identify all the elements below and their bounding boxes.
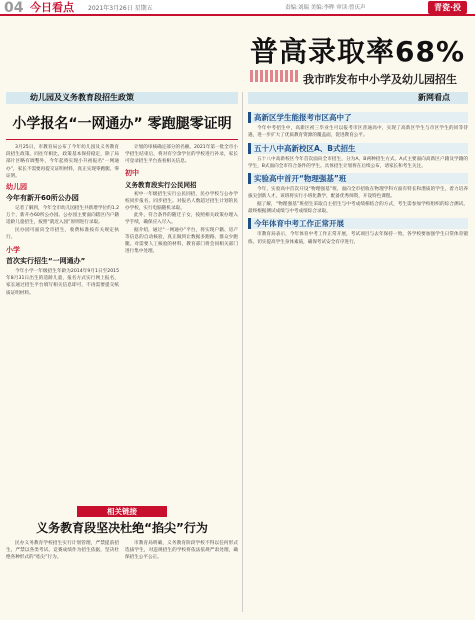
subhead-junior-high: 初中 [125, 168, 139, 177]
paragraph: 今年，实验高中首次开设“物理强基”班，面向全市招收在物理学科方面有特长和潜质的学生，着力培养拔尖创新人才。该班将实行小班化教学，配备优秀师资，开设特色课程。 [248, 187, 468, 200]
subhead-kindergarten: 幼儿园 [6, 183, 27, 192]
news-heading-pe-exam: 今年体育中考工作正常开展 [248, 218, 468, 229]
paragraph: 据介绍，通过“一网通办”平台，将实现户籍、房产等信息的自动核验，真正做到让数据多跑路、群众少跑腿。对需要人工核验的材料，教育部门将会同相关部门进行集中处理。 [125, 227, 238, 255]
paragraph: 今年小学一年级招生年龄为2014年9月1日至2015年8月31日出生的适龄儿童，报名方式实行网上报名，家长通过招生平台填写相关信息即可，不再需要提交纸质证明材料。 [6, 269, 119, 296]
paragraph: 市教育局表示，今年体育中考工作正常开展，考试项目与去年保持一致，各学校要加强学生日常体育锻炼，切实提高学生身体素质，确保考试安全有序进行。 [248, 232, 468, 245]
page-headline: 普高录取率68% [250, 35, 466, 68]
article-title: 小学报名“一网通办” 零跑腿零证明 [6, 109, 238, 140]
paragraph: 市教育局明确，义务教育阶段学校不得以任何形式选拔学生，对违规招生的学校将依法依规严肃处理，确保招生公平公正。 [125, 541, 238, 561]
page-number: 04 [4, 0, 24, 16]
news-heading-campus: 五十八中高新校区A、B式招生 [248, 143, 468, 154]
paper-name: 今日看点 [30, 1, 74, 14]
paragraph: 民办义务教育学校招生实行计划管理，严禁提前招生、严禁以各类考试、竞赛成绩作为招生依据，坚决杜绝各种形式的“掐尖”行为。 [6, 541, 119, 561]
paragraph: 五十八中高新校区今年首次面向全市招生，分为A、B两种招生方式。A式主要面向高新区户籍及学籍的学生，B式面向全市符合条件的学生。具体招生计划将在后续公布，请家长和考生关注。 [248, 156, 468, 169]
news-heading-physics-class: 实验高中首开“物理强基”班 [248, 173, 468, 184]
decorative-stripes [250, 70, 298, 82]
paragraph: 初中一年级招生实行公民同招，民办学校与公办学校同步报名、同步招生。对报名人数超过招生计划的民办学校，实行电脑随机录取。 [125, 191, 238, 212]
related-links-block [6, 506, 238, 562]
paragraph: 记者了解到，今年全市幼儿园招生共新增学位约1.2万个，新开办60所公办园。公办园主要面向辖区内户籍适龄儿童招生，按照“就近入园”原则进行录取。 [6, 206, 119, 226]
subhead-new-kindergartens: 今年有新开60所公办园 [6, 194, 79, 203]
paragraph: 此外，符合条件的随迁子女，按照相关政策办理入学手续，确保应入尽入。 [125, 213, 238, 226]
paragraph: 民办园可面向全市招生，收费标准按有关规定执行。 [6, 227, 119, 240]
subhead-same-time-enrollment: 义务教育段实行公民同招 [125, 180, 197, 189]
subhead-primary: 小学 [6, 246, 20, 255]
left-article [6, 109, 238, 297]
page-subheadline: 我市昨发布中小学及幼儿园招生 [303, 73, 457, 86]
right-section-title: 新网看点 [418, 93, 450, 102]
paragraph: 3月25日，市教育局公布了今年幼儿园及义务教育段招生政策。同往年相比，政策基本保持稳定，除了局部片区略有调整外，今年起将实现小升初报名“一网通办”，家长不需要再提交证明材料，真正实现零跑腿、零证明。 [6, 145, 119, 179]
related-article-title: 义务教育段坚决杜绝“掐尖”行为 [36, 521, 208, 535]
paragraph: 据了解，“物理强基”班招生采取自主招生与中考成绩相结合的方式，考生需参加学校组织的综合测试，最终根据测试成绩与中考成绩综合录取。 [248, 201, 468, 215]
page-header [0, 0, 475, 16]
subhead-online-registration: 首次实行招生“一网通办” [6, 257, 86, 266]
brand-logo: 青瓷·投 [428, 1, 467, 14]
news-heading-high-school: 高新区学生能报考市区高中了 [248, 112, 468, 123]
paragraph: 今年中考招生中，高新区初三毕业生可以报考市区普通高中，实现了高新区学生与市区学生的同等待遇，进一步扩大了优质教育资源的覆盖面，促进教育公平。 [248, 126, 468, 139]
paragraph: 计划的审核确定部分的名额。2021年第一批全市小学招生结束后，将对有空余学位的学校进行补录，家长可登录招生平台查看相关信息。 [125, 145, 238, 165]
editor-credits: 责编:刘瑞 美编:李晔 审读:曾庆声 [285, 5, 366, 11]
issue-date: 2021年3月26日 星期五 [88, 5, 153, 12]
column-divider [242, 92, 243, 612]
related-links-label: 相关链接 [77, 506, 167, 517]
right-news-column [248, 109, 468, 246]
article-column-2 [125, 144, 238, 297]
left-section-title: 幼儿园及义务教育段招生政策 [30, 93, 134, 102]
article-column-1 [6, 144, 119, 297]
